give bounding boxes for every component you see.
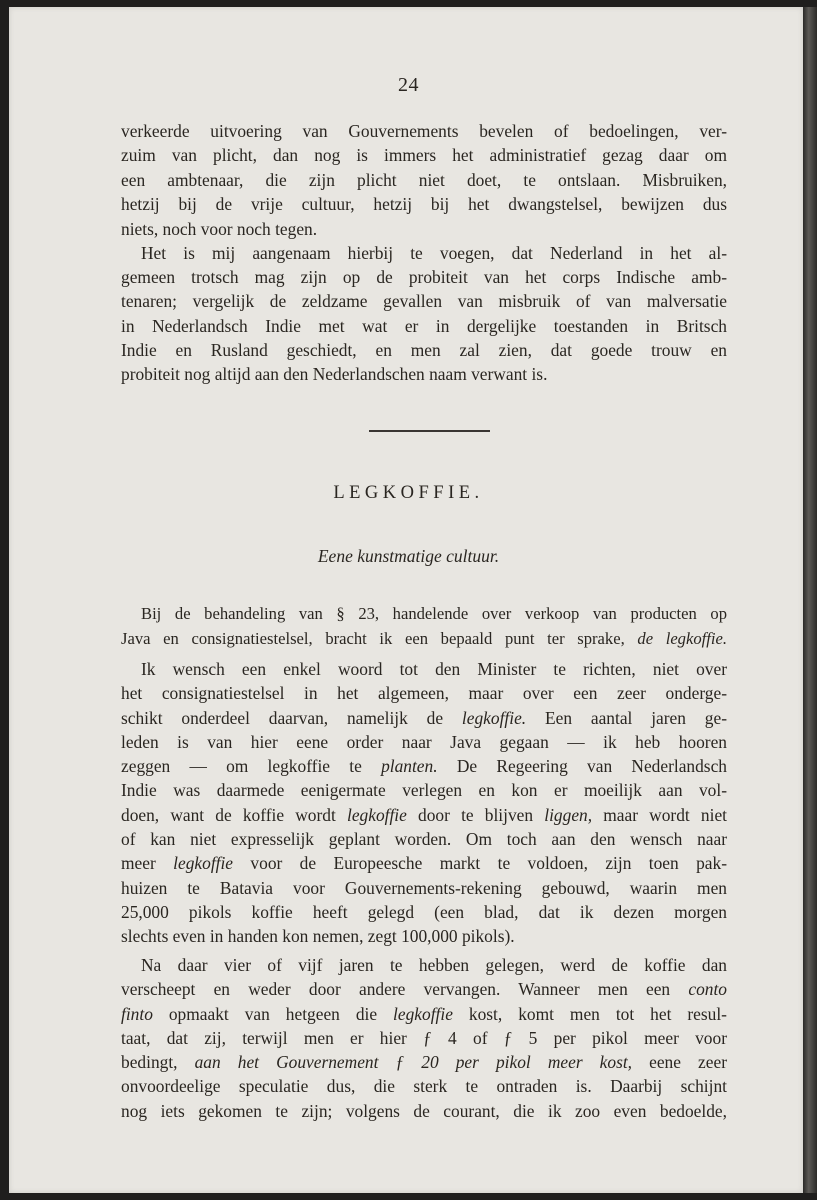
text-line: Het is mij aangenaam hierbij te voegen, dat Nederland in het al- xyxy=(141,243,727,263)
paragraph-4 xyxy=(121,657,727,949)
text-line: leden is van hier eene order naar Java gegaan — ik heb hooren xyxy=(121,731,727,752)
text-line: slechts even in handen kon nemen, zegt 100,000 pikols). xyxy=(121,926,515,947)
page-edge xyxy=(803,7,817,1193)
text-line: het consignatiestelsel in het algemeen, maar over een zeer onderge- xyxy=(121,683,727,704)
text-line: of kan niet expresselijk geplant worden. Om toch aan den wensch naar xyxy=(121,829,727,850)
text-line: bedingt, aan het Gouvernement ƒ 20 per pikol meer kost, eene zeer xyxy=(121,1052,727,1073)
text-line: Java en consignatiestelsel, bracht ik een bepaald punt ter sprake, de legkoffie. xyxy=(121,628,727,648)
section-divider xyxy=(369,430,490,432)
text-line: schikt onderdeel daarvan, namelijk de legkoffie. Een aantal jaren ge- xyxy=(121,707,728,728)
paragraph-2 xyxy=(121,241,727,386)
text-line: onvoordeelige speculatie dus, die sterk te ontraden is. Daarbij schijnt xyxy=(121,1076,727,1097)
paragraph-1 xyxy=(121,119,727,241)
text-line: tenaren; vergelijk de zeldzame gevallen van misbruik of van malversatie xyxy=(121,291,727,312)
text-line: gemeen trotsch mag zijn op de probiteit van het corps Indische amb- xyxy=(121,267,727,288)
paragraph-5 xyxy=(121,953,727,1123)
text-line: nog iets gekomen te zijn; volgens de courant, die ik zoo even bedoelde, xyxy=(121,1100,727,1121)
text-line: finto opmaakt van hetgeen die legkoffie kost, komt men tot het resul- xyxy=(121,1003,727,1024)
page-number: 24 xyxy=(398,74,419,96)
text-line: hetzij bij de vrije cultuur, hetzij bij het dwangstelsel, bewijzen dus xyxy=(121,194,727,215)
text-line: verkeerde uitvoering van Gouvernements bevelen of bedoelingen, ver- xyxy=(121,121,727,141)
text-line: Ik wensch een enkel woord tot den Minister te richten, niet over xyxy=(141,659,727,679)
text-line: taat, dat zij, terwijl men er hier ƒ 4 of ƒ 5 per pikol meer voor xyxy=(121,1027,727,1048)
text-line: huizen te Batavia voor Gouvernements-rekening gebouwd, waarin men xyxy=(121,877,727,898)
text-line: Indie was daarmede eenigermate verlegen en kon er moeilijk aan vol- xyxy=(121,780,727,801)
text-line: Bij de behandeling van § 23, handelende over verkoop van producten op xyxy=(141,604,727,623)
text-line: zeggen — om legkoffie te planten. De Regeering van Nederlandsch xyxy=(121,756,727,777)
text-line: meer legkoffie voor de Europeesche markt te voldoen, zijn toen pak- xyxy=(121,853,727,874)
section-subtitle: Eene kunstmatige cultuur. xyxy=(317,546,500,566)
text-line: 25,000 pikols koffie heeft gelegd (een blad, dat ik dezen morgen xyxy=(121,901,727,922)
text-line: niets, noch voor noch tegen. xyxy=(121,218,318,239)
section-title: LEGKOFFIE. xyxy=(333,483,484,503)
intro-paragraph xyxy=(121,602,727,651)
text-line: Na daar vier of vijf jaren te hebben gelegen, werd de koffie dan xyxy=(141,955,727,975)
text-line: verscheept en weder door andere vervangen. Wanneer men een conto xyxy=(121,979,727,1000)
text-line: een ambtenaar, die zijn plicht niet doet, te ontslaan. Misbruiken, xyxy=(121,169,727,190)
text-line: Indie en Rusland geschiedt, en men zal zien, dat goede trouw en xyxy=(121,339,727,360)
text-line: doen, want de koffie wordt legkoffie door te blijven liggen, maar wordt niet xyxy=(121,804,727,825)
text-line: zuim van plicht, dan nog is immers het administratief gezag daar om xyxy=(121,145,727,166)
text-line: probiteit nog altijd aan den Nederlandschen naam verwant is. xyxy=(121,363,548,384)
text-line: in Nederlandsch Indie met wat er in dergelijke toestanden in Britsch xyxy=(121,315,727,336)
